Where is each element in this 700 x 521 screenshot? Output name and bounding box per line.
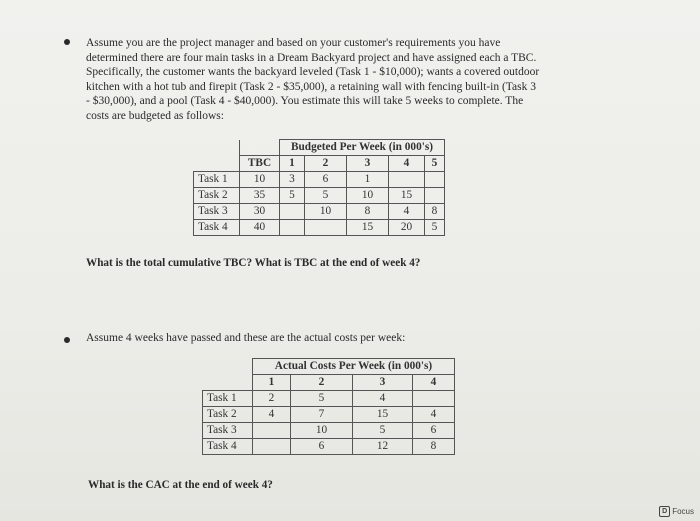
budget-cell <box>389 172 425 188</box>
actual-cell: 5 <box>353 423 413 439</box>
bullet-2 <box>64 337 70 343</box>
task-name: Task 4 <box>203 439 253 455</box>
budget-cell: 5 <box>425 220 445 236</box>
task-name: Task 2 <box>194 188 240 204</box>
question-2: What is the CAC at the end of week 4? <box>88 479 273 491</box>
budget-cell: 6 <box>305 172 347 188</box>
budget-cell: 20 <box>389 220 425 236</box>
week-header: 1 <box>253 375 291 391</box>
table-row <box>203 423 455 439</box>
budget-cell: 3 <box>280 172 305 188</box>
tbc-value: 35 <box>240 188 280 204</box>
budget-cell: 15 <box>389 188 425 204</box>
budget-cell: 1 <box>347 172 389 188</box>
actual-cell: 2 <box>253 391 291 407</box>
para-line: Specifically, the customer wants the backyard leveled (Task 1 - $10,000); wants a covered outdoor <box>86 66 540 79</box>
table-row <box>194 204 445 220</box>
question-1: What is the total cumulative TBC? What is TBC at the end of week 4? <box>86 257 421 269</box>
task-name: Task 1 <box>194 172 240 188</box>
actual-cell: 15 <box>353 407 413 423</box>
table-row <box>203 391 455 407</box>
budget-cell: 15 <box>347 220 389 236</box>
budget-cell <box>305 220 347 236</box>
focus-label: Focus <box>672 507 694 516</box>
task-name: Task 4 <box>194 220 240 236</box>
focus-watermark <box>659 506 694 517</box>
budget-cell: 8 <box>347 204 389 220</box>
actual-cell <box>253 439 291 455</box>
budget-cell <box>280 204 305 220</box>
budget-cell <box>425 188 445 204</box>
actual-cell <box>253 423 291 439</box>
actual-cell: 4 <box>253 407 291 423</box>
tbc-value: 40 <box>240 220 280 236</box>
actual-cell: 4 <box>413 407 455 423</box>
actual-cell: 4 <box>353 391 413 407</box>
week-header: 4 <box>413 375 455 391</box>
actual-cell <box>413 391 455 407</box>
budget-table <box>193 139 445 236</box>
budget-table-title: Budgeted Per Week (in 000's) <box>280 140 445 156</box>
para-line: Assume you are the project manager and based on your customer's requirements you have <box>86 37 501 49</box>
week-header: 5 <box>425 156 445 172</box>
actual-costs-intro: Assume 4 weeks have passed and these are the actual costs per week: <box>86 332 406 344</box>
task-name: Task 3 <box>203 423 253 439</box>
table-row <box>203 407 455 423</box>
budget-cell <box>280 220 305 236</box>
tbc-header: TBC <box>240 156 280 172</box>
actual-cell: 6 <box>291 439 353 455</box>
para-line: determined there are four main tasks in a Dream Backyard project and have assigned each a TBC. <box>86 51 537 64</box>
actual-cell: 8 <box>413 439 455 455</box>
actual-cell: 12 <box>353 439 413 455</box>
para-line: costs are budgeted as follows: <box>86 109 224 122</box>
budget-cell: 10 <box>347 188 389 204</box>
week-header: 3 <box>353 375 413 391</box>
actual-costs-table <box>202 358 455 455</box>
week-header: 2 <box>305 156 347 172</box>
budget-cell: 5 <box>305 188 347 204</box>
tbc-value: 30 <box>240 204 280 220</box>
bullet-1 <box>64 39 70 45</box>
table-row <box>203 439 455 455</box>
intro-paragraph <box>86 36 606 124</box>
actual-cell: 6 <box>413 423 455 439</box>
week-header: 3 <box>347 156 389 172</box>
table-row <box>194 172 445 188</box>
task-name: Task 2 <box>203 407 253 423</box>
actual-table-title: Actual Costs Per Week (in 000's) <box>253 359 455 375</box>
budget-cell: 5 <box>280 188 305 204</box>
para-line: kitchen with a hot tub and firepit (Task 2 - $35,000), a retaining wall with fencing built-in (Task 3 <box>86 80 536 93</box>
week-header: 2 <box>291 375 353 391</box>
actual-cell: 10 <box>291 423 353 439</box>
tbc-value: 10 <box>240 172 280 188</box>
actual-cell: 7 <box>291 407 353 423</box>
actual-cell: 5 <box>291 391 353 407</box>
week-header: 1 <box>280 156 305 172</box>
week-header: 4 <box>389 156 425 172</box>
task-name: Task 1 <box>203 391 253 407</box>
budget-cell: 8 <box>425 204 445 220</box>
table-row <box>194 188 445 204</box>
task-name: Task 3 <box>194 204 240 220</box>
para-line: - $30,000), and a pool (Task 4 - $40,000). You estimate this will take 5 weeks to complete. The <box>86 95 524 108</box>
budget-cell: 10 <box>305 204 347 220</box>
table-row <box>194 220 445 236</box>
budget-cell <box>425 172 445 188</box>
budget-cell: 4 <box>389 204 425 220</box>
focus-icon: D <box>659 506 670 517</box>
